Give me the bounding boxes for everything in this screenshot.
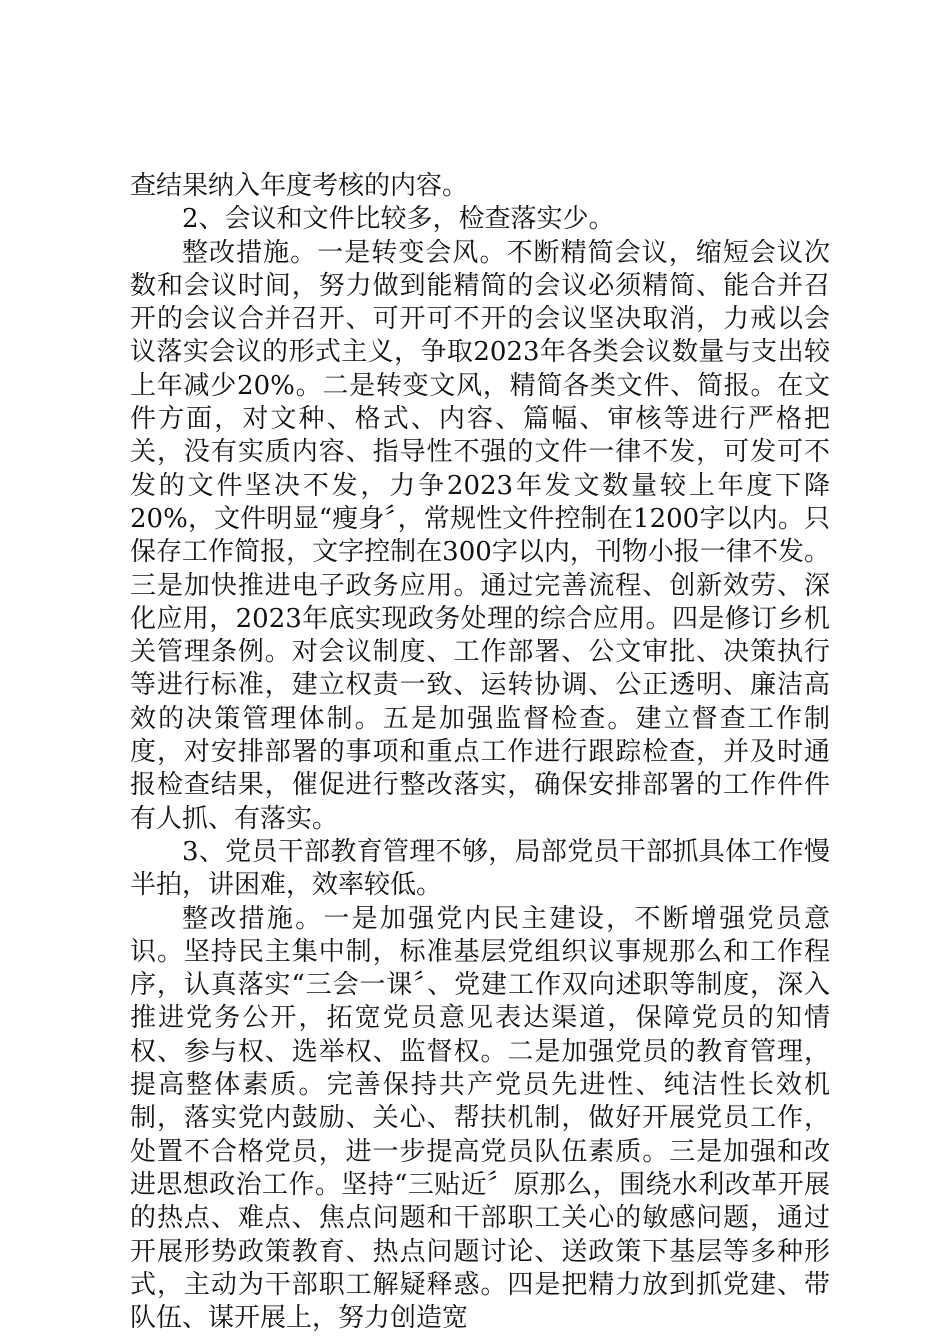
document-body: [130, 170, 830, 1335]
paragraph-measures-3: 整改措施。一是加强党内民主建设，不断增强党员意识。坚持民主集中制，标准基层党组织议事规那么和工作程序，认真落实“三会一课〞、党建工作双向述职等制度，深入推进党务公开，拓宽党员意见表达渠道，保障党员的知情权、参与权、选举权、监督权。二是加强党员的教育管理，提高整体素质。完善保持共产党员先进性、纯洁性长效机制，落实党内鼓励、关心、帮扶机制，做好开展党员工作，处置不合格党员，进一步提高党员队伍素质。三是加强和改进思想政治工作。坚持“三贴近〞原那么，围绕水利改革开展的热点、难点、焦点问题和干部职工关心的敏感问题，通过开展形势政策教育、热点问题讨论、送政策下基层等多种形式，主动为干部职工解疑释惑。四是把精力放到抓党建、带队伍、谋开展上，努力创造宽: [130, 903, 830, 1334]
paragraph-measures-2: 整改措施。一是转变会风。不断精简会议，缩短会议次数和会议时间，努力做到能精简的会议必须精简、能合并召开的会议合并召开、可开可不开的会议坚决取消，力戒以会议落实会议的形式主义，争取2023年各类会议数量与支出较上年减少20%。二是转变文风，精简各类文件、简报。在文件方面，对文种、格式、内容、篇幅、审核等进行严格把关，没有实质内容、指导性不强的文件一律不发，可发可不发的文件坚决不发，力争2023年发文数量较上年度下降20%，文件明显“瘦身〞，常规性文件控制在1200字以内。只保存工作简报，文字控制在300字以内，刊物小报一律不发。三是加快推进电子政务应用。通过完善流程、创新效劳、深化应用，2023年底实现政务处理的综合应用。四是修订乡机关管理条例。对会议制度、工作部署、公文审批、决策执行等进行标准，建立权责一致、运转协调、公正透明、廉洁高效的决策管理体制。五是加强监督检查。建立督查工作制度，对安排部署的事项和重点工作进行跟踪检查，并及时通报检查结果，催促进行整改落实，确保安排部署的工作件件有人抓、有落实。: [130, 237, 830, 834]
paragraph-heading-2: 2、会议和文件比较多，检查落实少。: [182, 204, 615, 235]
paragraph-heading-3: 3、党员干部教育管理不够，局部党员干部抓具体工作慢半拍，讲困难，效率较低。: [130, 836, 830, 901]
paragraph-continuation: 查结果纳入年度考核的内容。: [130, 171, 469, 201]
